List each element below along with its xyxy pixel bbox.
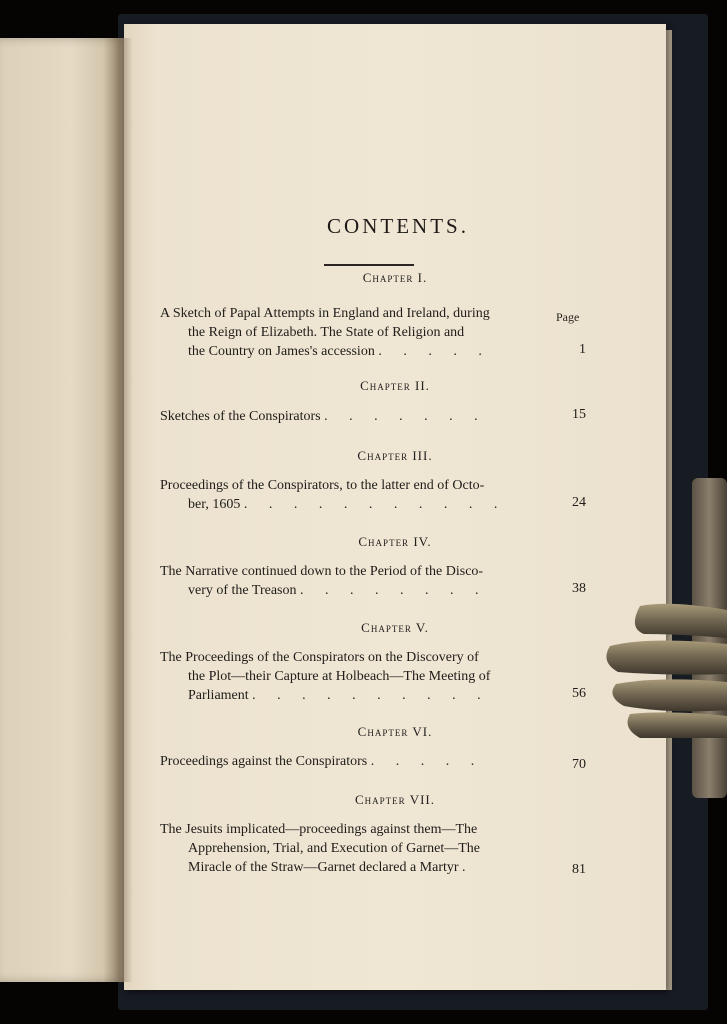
entry-line: Miracle of the Straw—Garnet declared a Martyr . xyxy=(188,860,475,875)
bronze-hand-bookstand xyxy=(600,598,727,738)
chapter-heading: Chapter I. xyxy=(362,270,428,285)
entry-line: Proceedings against the Conspirators . . . . . xyxy=(160,754,484,769)
chapter-entry xyxy=(160,476,558,514)
entry-line: A Sketch of Papal Attempts in England and Ireland, during xyxy=(160,306,490,321)
chapter-entry xyxy=(160,752,558,771)
entry-line: The Proceedings of the Conspirators on the Discovery of xyxy=(160,650,479,665)
chapter-entry xyxy=(160,648,558,705)
chapter-heading: Chapter II. xyxy=(360,378,430,393)
chapter-entry xyxy=(160,820,558,877)
entry-line: the Reign of Elizabeth. The State of Religion and xyxy=(188,325,465,340)
heading-rule xyxy=(324,264,414,266)
chapter-entry xyxy=(160,304,558,361)
entry-line: Apprehension, Trial, and Execution of Garnet—The xyxy=(188,841,480,856)
chapter-heading: Chapter III. xyxy=(357,448,433,463)
chapter-heading: Chapter VII. xyxy=(355,792,435,807)
entry-line: Parliament . . . . . . . . . . xyxy=(188,688,490,703)
book-gutter xyxy=(103,38,133,982)
chapter-heading: Chapter VI. xyxy=(357,724,433,739)
page-number: 56 xyxy=(572,686,586,701)
entry-line: the Country on James's accession . . . . . xyxy=(188,344,491,359)
page-number: 15 xyxy=(572,407,586,422)
page-number: 38 xyxy=(572,581,586,596)
entry-line: Proceedings of the Conspirators, to the latter end of Octo- xyxy=(160,478,485,493)
entry-line: the Plot—their Capture at Holbeach—The Meeting of xyxy=(188,669,491,684)
entry-line: very of the Treason . . . . . . . . xyxy=(188,583,488,598)
page-number: 81 xyxy=(572,862,586,877)
chapter-entry xyxy=(160,562,558,600)
entry-line: Sketches of the Conspirators . . . . . . . xyxy=(160,409,487,424)
chapter-entry xyxy=(160,407,558,426)
entry-line: The Narrative continued down to the Period of the Disco- xyxy=(160,564,484,579)
chapter-heading: Chapter IV. xyxy=(358,534,432,549)
page-number: 70 xyxy=(572,757,586,772)
contents-page xyxy=(124,24,666,990)
entry-line: The Jesuits implicated—proceedings against them—The xyxy=(160,822,478,837)
page-number: 24 xyxy=(572,495,586,510)
entry-line: ber, 1605 . . . . . . . . . . . xyxy=(188,497,507,512)
contents-heading: CONTENTS. xyxy=(327,214,469,238)
chapter-heading: Chapter V. xyxy=(361,620,429,635)
page-number: 1 xyxy=(579,342,586,357)
page-column-label: Page xyxy=(556,310,580,324)
